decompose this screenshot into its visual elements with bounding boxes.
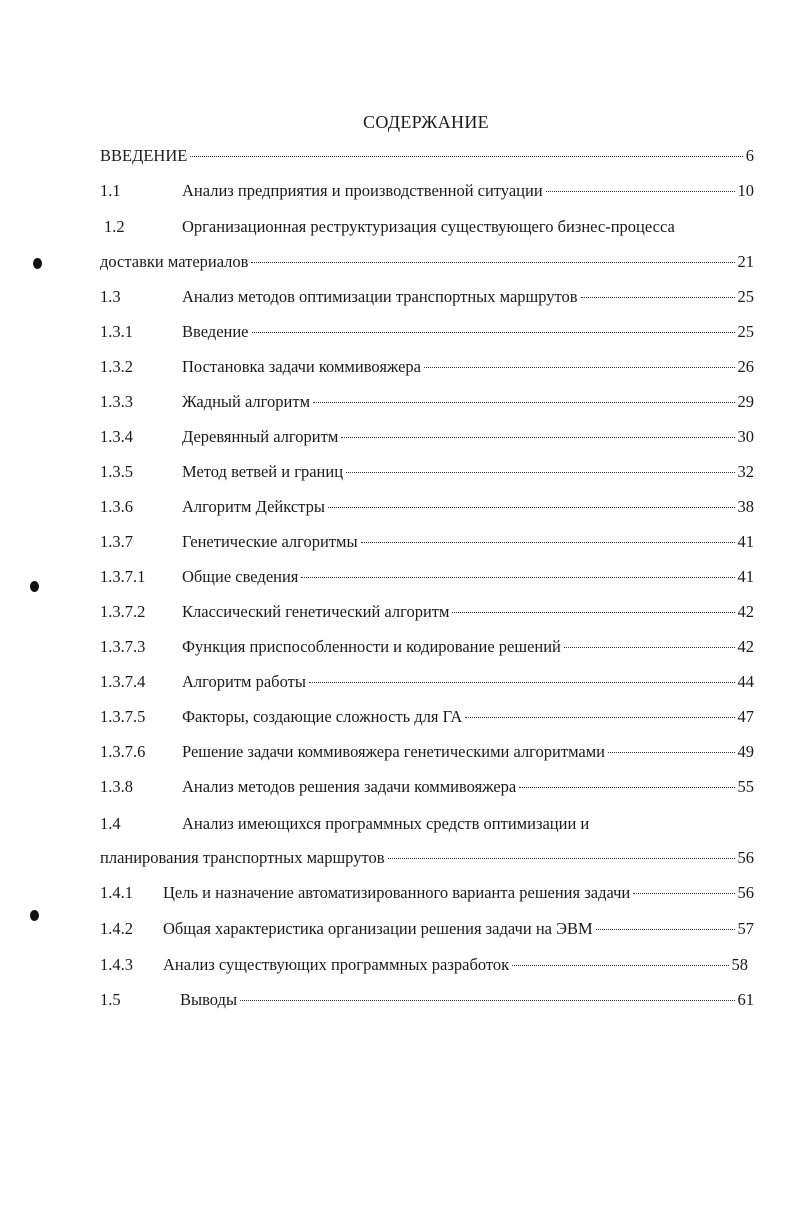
toc-entry-number: 1.4 (100, 814, 121, 833)
toc-entry-title: Общие сведения (182, 567, 299, 586)
toc-entry (100, 883, 754, 909)
toc-entry (100, 848, 754, 874)
toc-entry-title: Анализ методов оптимизации транспортных маршрутов (182, 287, 578, 306)
toc-entry (100, 357, 754, 383)
toc-entry-first-line (100, 814, 754, 834)
toc-entry (100, 919, 754, 945)
toc-leader-dots (519, 787, 734, 788)
toc-leader-dots (512, 965, 728, 966)
toc-entry-page: 44 (737, 672, 754, 691)
toc-entry (100, 322, 754, 348)
toc-entry-title: Анализ предприятия и производственной ситуации (182, 181, 543, 200)
toc-entry-number: 1.3.8 (100, 777, 133, 796)
toc-leader-dots (190, 156, 742, 157)
toc-leader-dots (301, 577, 734, 578)
toc-entry-title: Жадный алгоритм (182, 392, 311, 411)
toc-entry-title: Функция приспособленности и кодирование решений (182, 637, 561, 656)
toc-entry (100, 462, 754, 488)
toc-entry-first-line (100, 217, 754, 237)
toc-leader-dots (581, 297, 735, 298)
toc-entry-title: Генетические алгоритмы (182, 532, 358, 551)
toc-entry-page: 55 (737, 777, 754, 796)
toc-entry (100, 497, 754, 523)
toc-entry-number: 1.3.3 (100, 392, 133, 411)
toc-entry-title: Классический генетический алгоритм (182, 602, 450, 621)
toc-entry-number: 1.3.4 (100, 427, 133, 446)
toc-entry-number: 1.3.1 (100, 322, 133, 341)
toc-entry (100, 742, 754, 768)
toc-leader-dots (546, 191, 735, 192)
toc-entry-number: 1.3.2 (100, 357, 133, 376)
toc-entry (100, 146, 754, 172)
toc-leader-dots (252, 332, 735, 333)
toc-entry-title: ВВЕДЕНИЕ (100, 146, 188, 165)
toc-entry-page: 41 (737, 532, 754, 551)
toc-entry-page: 32 (737, 462, 754, 481)
toc-entry-page: 56 (737, 848, 754, 867)
toc-entry-page: 25 (737, 322, 754, 341)
toc-entry-title-continued: планирования транспортных маршрутов (100, 848, 385, 867)
toc-entry (100, 392, 754, 418)
toc-leader-dots (608, 752, 735, 753)
toc-entry-page: 42 (737, 637, 754, 656)
toc-entry-page: 30 (737, 427, 754, 446)
toc-entry-page: 38 (737, 497, 754, 516)
toc-entry-number: 1.3.7.3 (100, 637, 146, 656)
scan-mark (30, 581, 39, 592)
toc-entry (100, 532, 754, 558)
toc-entry-page: 26 (737, 357, 754, 376)
toc-leader-dots (452, 612, 734, 613)
toc-leader-dots (633, 893, 734, 894)
toc-entry-title: Алгоритм работы (182, 672, 306, 691)
toc-entry (100, 602, 754, 628)
toc-entry-number: 1.1 (100, 181, 121, 200)
toc-entry-number: 1.3.5 (100, 462, 133, 481)
toc-entry-title: Алгоритм Дейкстры (182, 497, 325, 516)
toc-entry (100, 672, 754, 698)
toc-entry-number: 1.4.3 (100, 955, 133, 974)
toc-leader-dots (564, 647, 735, 648)
toc-leader-dots (313, 402, 734, 403)
toc-entry-title: Введение (182, 322, 249, 341)
toc-entry-number: 1.3.7.1 (100, 567, 146, 586)
toc-entry-page: 58 (731, 955, 748, 974)
toc-entry-title: Метод ветвей и границ (182, 462, 344, 481)
scan-mark (30, 910, 39, 921)
toc-entry-page: 49 (737, 742, 754, 761)
toc-entry-page: 57 (737, 919, 754, 938)
toc-leader-dots (465, 717, 734, 718)
toc-leader-dots (361, 542, 735, 543)
toc-entry-title: Общая характеристика организации решения задачи на ЭВМ (163, 919, 593, 938)
toc-entry-number: 1.4.1 (100, 883, 133, 902)
toc-entry-page: 25 (737, 287, 754, 306)
toc-entry-number: 1.3.7.6 (100, 742, 146, 761)
toc-entry-title: Цель и назначение автоматизированного варианта решения задачи (163, 883, 631, 902)
toc-entry-number: 1.3.7.4 (100, 672, 146, 691)
toc-entry (100, 427, 754, 453)
toc-entry-page: 21 (737, 252, 754, 271)
toc-entry-number: 1.2 (104, 217, 125, 236)
toc-entry-number: 1.3.7.5 (100, 707, 146, 726)
toc-leader-dots (424, 367, 735, 368)
toc-entry-number: 1.3.7.2 (100, 602, 146, 621)
toc-entry-title: Организационная реструктуризация существующего бизнес-процесса (182, 217, 675, 236)
toc-leader-dots (346, 472, 734, 473)
toc-leader-dots (388, 858, 735, 859)
toc-leader-dots (596, 929, 735, 930)
toc-entry-page: 10 (737, 181, 754, 200)
toc-entry (100, 181, 754, 207)
toc-entry (100, 287, 754, 313)
toc-entry-number: 1.5 (100, 990, 121, 1009)
toc-entry (100, 777, 754, 803)
toc-entry-title-continued: доставки материалов (100, 252, 249, 271)
toc-leader-dots (309, 682, 735, 683)
toc-entry-title: Факторы, создающие сложность для ГА (182, 707, 463, 726)
scan-mark (33, 258, 42, 269)
toc-entry-page: 42 (737, 602, 754, 621)
toc-entry (100, 707, 754, 733)
toc-entry (100, 955, 748, 981)
toc-entry-page: 29 (737, 392, 754, 411)
toc-entry-page: 61 (737, 990, 754, 1009)
toc-entry-page: 41 (737, 567, 754, 586)
toc-entry-page: 56 (737, 883, 754, 902)
toc-entry-title: Деревянный алгоритм (182, 427, 339, 446)
toc-entry-number: 1.3.7 (100, 532, 133, 551)
toc-entry-title: Решение задачи коммивояжера генетическими алгоритмами (182, 742, 605, 761)
toc-leader-dots (341, 437, 734, 438)
page-title: СОДЕРЖАНИЕ (363, 112, 489, 132)
toc-entry-page: 6 (745, 146, 754, 165)
toc-entry-number: 1.4.2 (100, 919, 133, 938)
toc-entry-number: 1.3.6 (100, 497, 133, 516)
toc-leader-dots (240, 1000, 734, 1001)
toc-entry-title: Постановка задачи коммивояжера (182, 357, 421, 376)
toc-leader-dots (251, 262, 734, 263)
toc-entry-title: Анализ имеющихся программных средств оптимизации и (182, 814, 590, 833)
toc-entry-title: Анализ существующих программных разработок (163, 955, 510, 974)
toc-entry (100, 567, 754, 593)
toc-entry (100, 252, 754, 278)
toc-entry-number: 1.3 (100, 287, 121, 306)
toc-leader-dots (328, 507, 735, 508)
toc-entry (100, 990, 754, 1016)
toc-entry-title: Выводы (180, 990, 238, 1009)
toc-entry-title: Анализ методов решения задачи коммивояжера (182, 777, 517, 796)
toc-entry-page: 47 (737, 707, 754, 726)
toc-entry (100, 637, 754, 663)
